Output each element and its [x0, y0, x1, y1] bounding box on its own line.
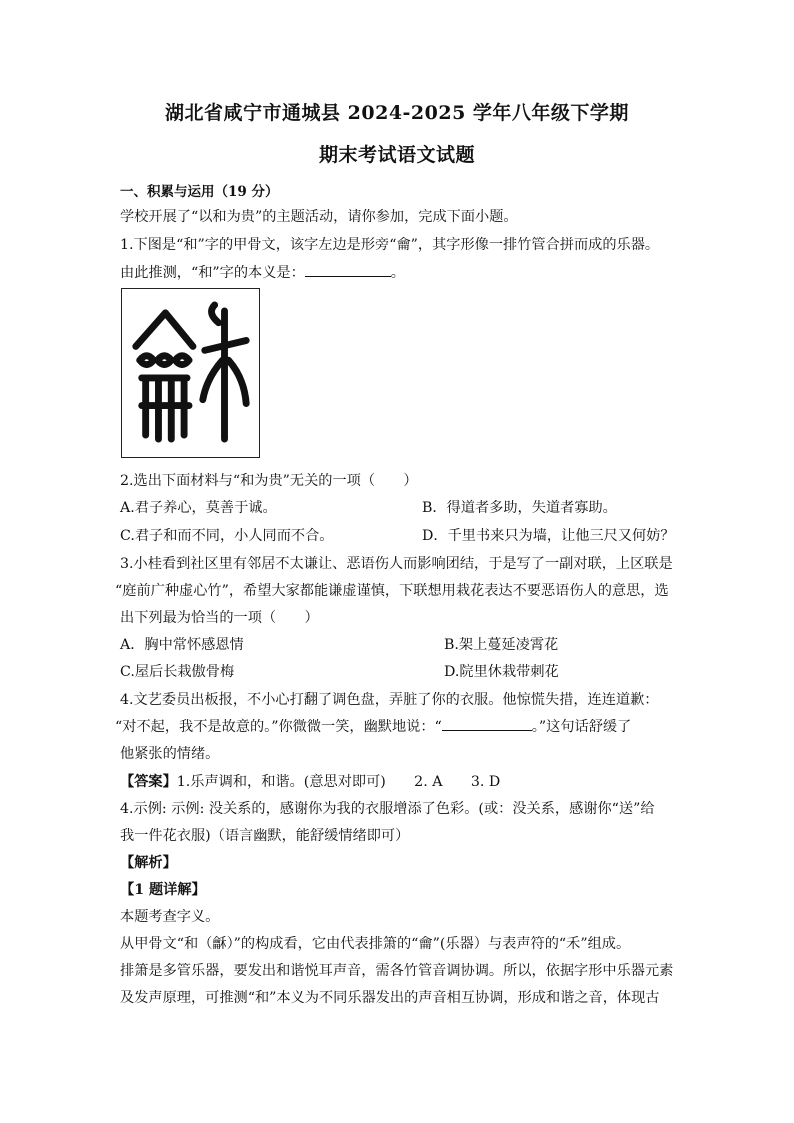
- section-heading: 一、积累与运用（19 分）: [120, 184, 279, 200]
- detail-line3: 排箫是多管乐器，要发出和谐悦耳声音，需各竹管音调协调。所以，依据字形中乐器元素: [120, 963, 674, 979]
- answer-text-1: 1.乐声调和，和谐。(意思对即可) 2. A 3. D: [176, 774, 501, 790]
- q3-option-a[interactable]: A．胸中常怀感恩情: [120, 637, 244, 653]
- detail-label: 【1 题详解】: [120, 882, 206, 898]
- detail-line2: 从甲骨文“和（龢）”的构成看，它由代表排箫的“龠”(乐器）与表声符的“禾”组成。: [120, 936, 631, 952]
- exam-title-line2: 期末考试语文试题: [318, 144, 475, 166]
- answer-label: 【答案】: [120, 774, 177, 790]
- detail-line1: 本题考查字义。: [120, 909, 220, 925]
- q1-line2-prefix: 由此推测，“和”字的本义是：: [120, 265, 305, 281]
- analysis-label: 【解析】: [120, 855, 177, 871]
- q4-line2-prefix: “对不起，我不是故意的。”你微微一笑，幽默地说：“: [115, 719, 442, 735]
- q2-stem: 2.选出下面材料与“和为贵”无关的一项（ ）: [120, 473, 418, 489]
- q4-line1: 4.文艺委员出板报，不小心打翻了调色盘，弄脏了你的衣服。他惊慌失措，连连道歉：: [120, 692, 659, 708]
- q3-option-b[interactable]: B.架上蔓延凌霄花: [444, 637, 559, 653]
- q1-line1: 1.下图是“和”字的甲骨文，该字左边是形旁“龠”，其字形像一排竹管合拼而成的乐器。: [120, 237, 660, 253]
- q3-option-c[interactable]: C.屋后长栽傲骨梅: [120, 664, 235, 680]
- q3-line2: “庭前广种虚心竹”，希望大家都能谦虚谨慎，下联想用栽花表达不要恶语伤人的意思，选: [115, 583, 669, 599]
- detail-line4: 及发声原理，可推测“和”本义为不同乐器发出的声音相互协调，形成和谐之音，体现古: [120, 990, 660, 1006]
- q2-option-d[interactable]: D．千里书来只为墙，让他三尺又何妨？: [422, 528, 675, 544]
- q4-line2: [115, 716, 631, 736]
- q2-option-c[interactable]: C.君子和而不同，小人同而不合。: [120, 528, 334, 544]
- q3-option-d[interactable]: D.院里休栽带刺花: [444, 664, 559, 680]
- q3-line3: 出下列最为恰当的一项（ ）: [120, 610, 319, 626]
- intro-text: 学校开展了“以和为贵”的主题活动，请你参加，完成下面小题。: [120, 209, 518, 225]
- q2-option-b[interactable]: B．得道者多助，失道者寡助。: [422, 500, 617, 516]
- answer-line1: [120, 771, 500, 791]
- q4-line3: 他紧张的情绪。: [120, 746, 220, 762]
- he-seal-glyph-icon: [122, 289, 259, 457]
- answer-blank-q1[interactable]: [305, 264, 391, 277]
- answer-line2: 4.示例: 示例: 没关系的，感谢你为我的衣服增添了色彩。(或：没关系，感谢你“送”给: [120, 801, 655, 817]
- oracle-bone-character-image: [121, 288, 260, 458]
- answer-blank-q4[interactable]: [442, 718, 532, 731]
- exam-title-line1: 湖北省咸宁市通城县 2024-2025 学年八年级下学期: [165, 102, 629, 124]
- q4-line2-suffix: 。”这句话舒缓了: [531, 719, 632, 735]
- q1-line2: [120, 262, 405, 282]
- answer-line3: 我一件花衣服)（语言幽默，能舒缓情绪即可）: [120, 828, 410, 844]
- q1-line2-suffix: 。: [390, 265, 405, 281]
- q2-option-a[interactable]: A.君子养心，莫善于诚。: [120, 500, 277, 516]
- q3-line1: 3.小桂看到社区里有邻居不太谦让、恶语伤人而影响团结，于是写了一副对联，上区联是: [120, 556, 673, 572]
